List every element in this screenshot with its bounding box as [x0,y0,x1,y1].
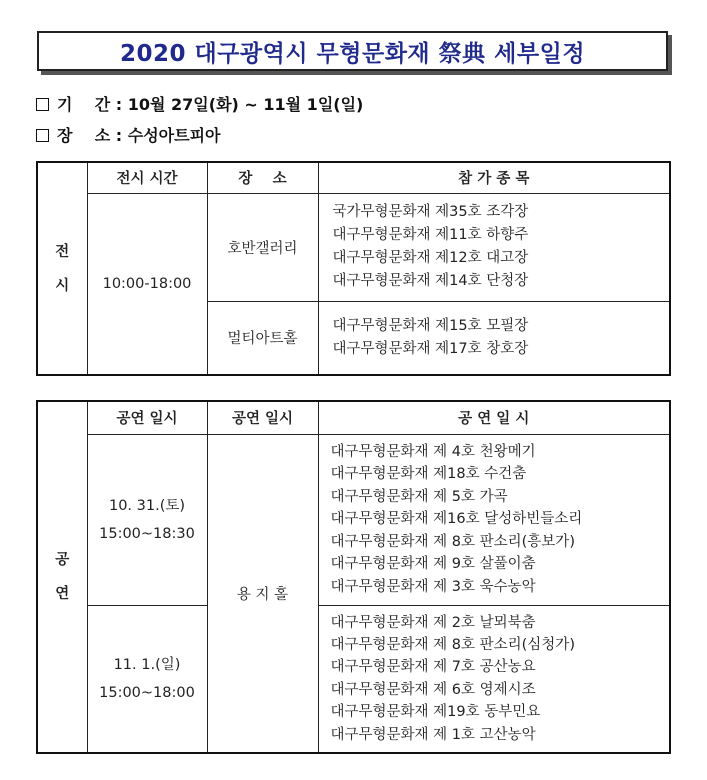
list-item: 대구무형문화재 제 3호 욱수농악 [330,578,536,595]
performance-session-datetime [87,605,207,753]
period-line [36,92,363,115]
performance-venue: 용 지 홀 [207,434,318,753]
list-item: 대구무형문화재 제 1호 고산농악 [330,726,536,743]
venue-label: 장 소 : [57,126,123,145]
checkbox-square-icon [36,98,49,111]
exhibition-side-label: 전 시 [37,162,87,375]
performance-items [318,605,670,753]
exhibition-place: 호반갤러리 [207,193,318,301]
list-item: 대구무형문화재 제 5호 가곡 [330,488,508,505]
list-item: 대구무형문화재 제 2호 날뫼북춤 [330,614,536,631]
list-item: 대구무형문화재 제 7호 공산농요 [330,659,536,676]
exhibition-items [318,193,670,301]
list-item: 대구무형문화재 제17호 창호장 [332,340,529,357]
exhibition-items [318,301,670,375]
document-title-box [37,31,668,71]
performance-items [318,434,670,605]
list-item: 대구무형문화재 제16호 달성하빈들소리 [330,511,583,528]
venue-line [36,123,221,146]
period-label: 기 간 : [57,95,123,114]
list-item: 대구무형문화재 제 4호 천왕메기 [330,444,536,461]
performance-header-datetime-2: 공연 일시 [207,401,318,434]
exhibition-time: 10:00-18:00 [87,193,207,375]
exhibition-place: 멀티아트홀 [207,301,318,375]
session-time: 15:00~18:00 [99,684,195,701]
list-item: 대구무형문화재 제12호 대고장 [332,250,529,266]
list-item: 대구무형문화재 제 6호 영제시조 [330,681,536,698]
list-item: 대구무형문화재 제 8호 판소리(흥보가) [330,533,575,550]
list-item: 대구무형문화재 제15호 모필장 [332,317,529,334]
exhibition-table [36,161,671,376]
document-title: 2020 대구광역시 무형문화재 祭典 세부일정 [119,40,586,67]
period-value: 10월 27일(화) ~ 11월 1일(일) [127,95,364,114]
list-item: 국가무형문화재 제35호 조각장 [332,204,529,220]
exhibition-header-time: 전시 시간 [87,162,207,193]
session-time: 15:00~18:30 [99,525,195,542]
list-item: 대구무형문화재 제14호 단청장 [332,273,529,289]
list-item: 대구무형문화재 제11호 하향주 [332,227,529,243]
list-item: 대구무형문화재 제19호 동부민요 [330,704,541,721]
session-date: 11. 1.(일) [113,656,181,673]
performance-session-datetime [87,434,207,605]
performance-table [36,400,671,754]
list-item: 대구무형문화재 제 9호 살풀이춤 [330,556,536,573]
exhibition-header-place: 장 소 [207,162,318,193]
performance-side-label: 공 연 [37,401,87,753]
list-item: 대구무형문화재 제 8호 판소리(심청가) [330,636,575,653]
performance-header-items: 공 연 일 시 [318,401,670,434]
venue-value: 수성아트피아 [127,126,221,145]
session-date: 10. 31.(토) [108,497,186,514]
exhibition-header-items: 참 가 종 목 [318,162,670,193]
performance-header-datetime: 공연 일시 [87,401,207,434]
checkbox-square-icon [36,129,49,142]
list-item: 대구무형문화재 제18호 수건춤 [330,466,527,483]
